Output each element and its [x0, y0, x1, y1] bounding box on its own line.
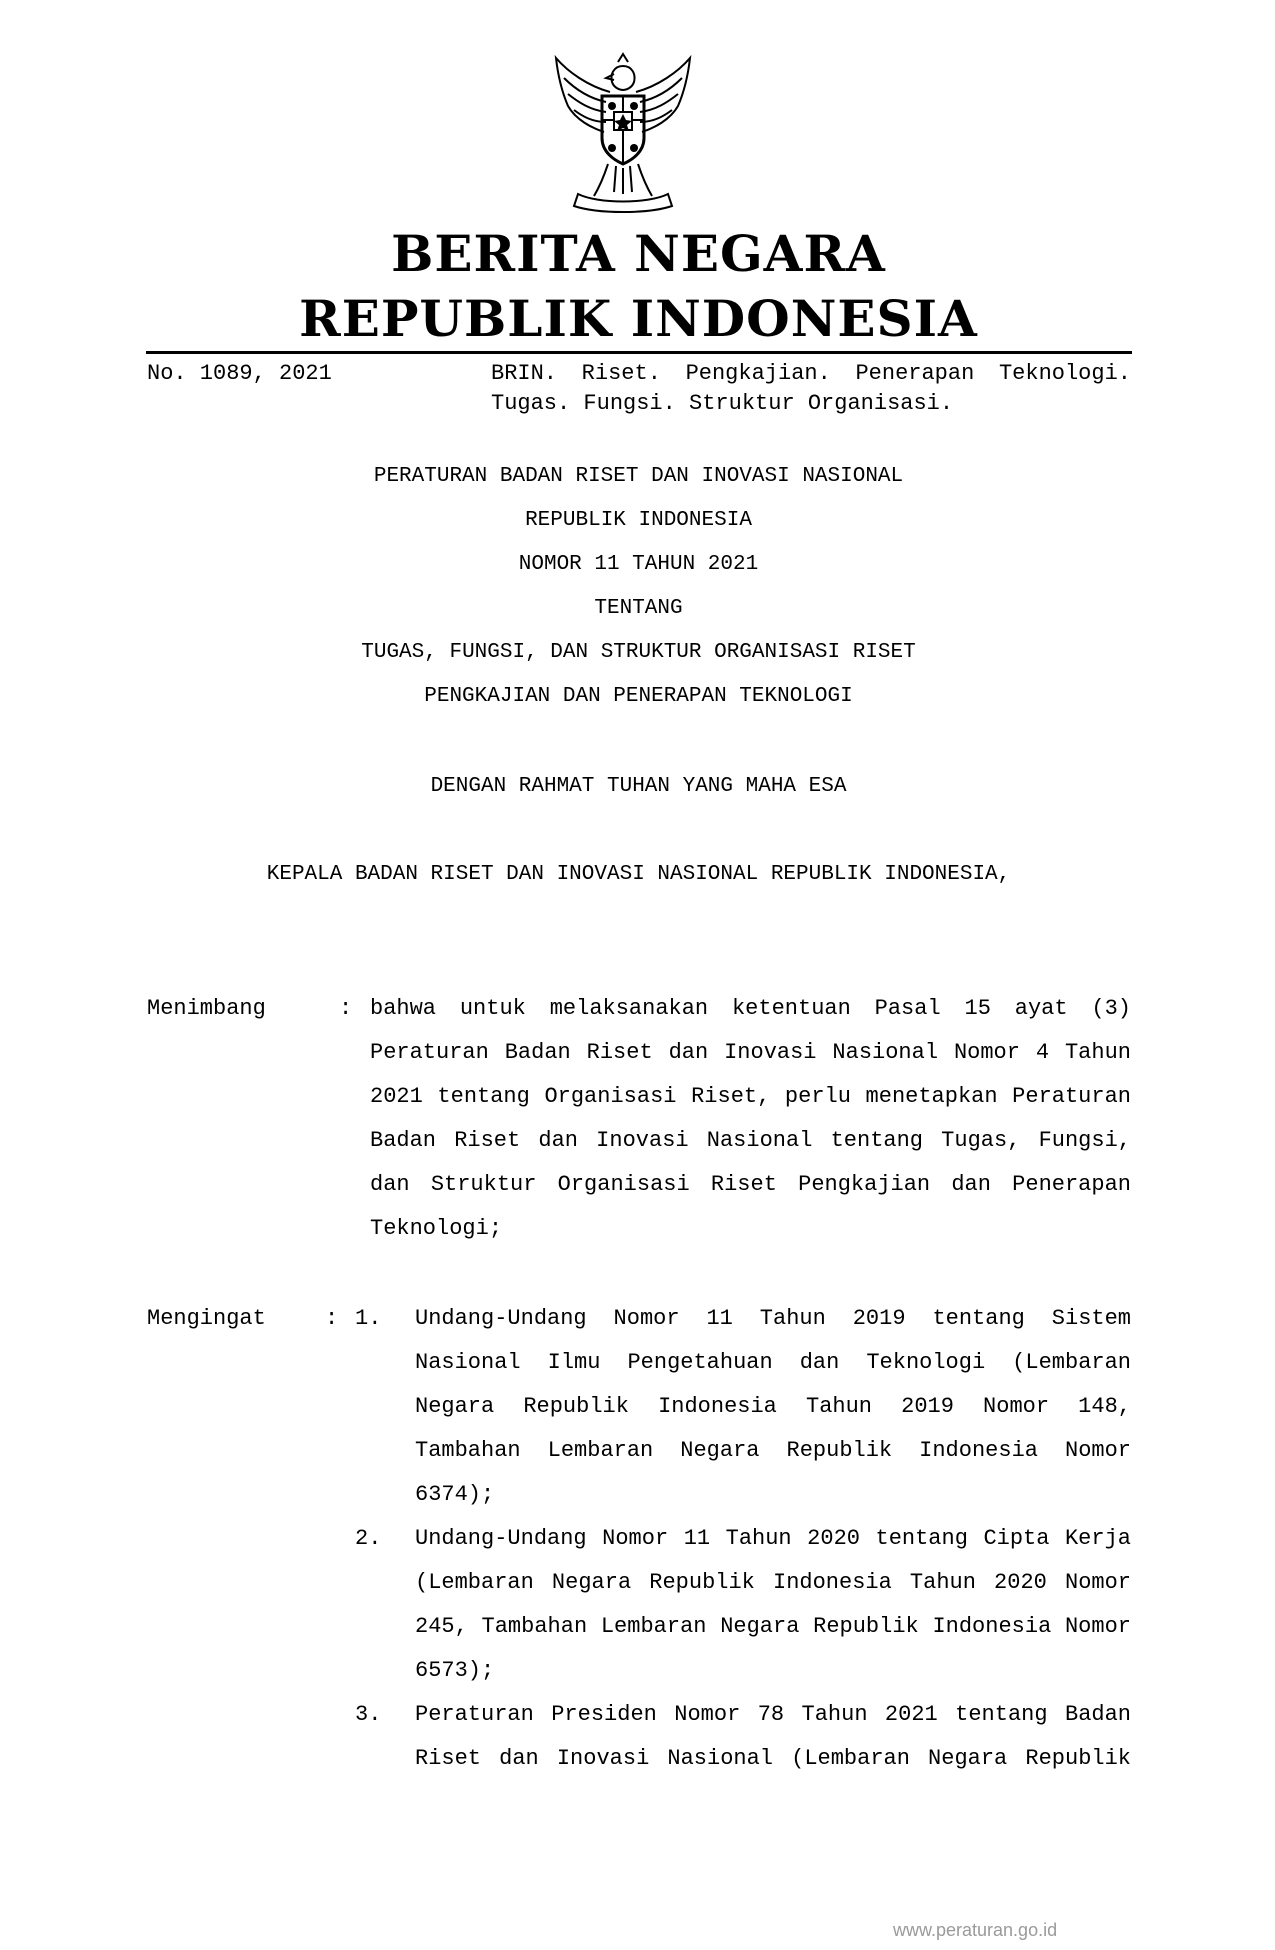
mengingat-item-text: Undang-Undang Nomor 11 Tahun 2019 tentang Sistem Nasional Ilmu Pengetahuan dan Teknologi (Lembaran Negara Republik Indonesia Tahun 2019 Nomor 148, Tambahan Lembaran Negara Republik Indonesia Nomor 6374);	[415, 1306, 1131, 1507]
authority-line: KEPALA BADAN RISET DAN INOVASI NASIONAL REPUBLIK INDONESIA,	[266, 863, 1011, 886]
blessing-line: DENGAN RAHMAT TUHAN YANG MAHA ESA	[430, 775, 847, 798]
masthead-title-line2: REPUBLIK INDONESIA	[299, 289, 978, 348]
mengingat-label: Mengingat	[147, 1306, 266, 1331]
menimbang-label: Menimbang	[147, 996, 266, 1021]
mengingat-item-number: 1.	[355, 1306, 382, 1331]
mengingat-item-number: 3.	[355, 1702, 382, 1727]
regulation-number: NOMOR 11 TAHUN 2021	[518, 553, 759, 576]
regulation-subject-line2: PENGKAJIAN DAN PENERAPAN TEKNOLOGI	[424, 685, 853, 708]
gazette-number: No. 1089, 2021	[147, 361, 332, 386]
gazette-topics-line2: Tugas. Fungsi. Struktur Organisasi.	[491, 391, 954, 416]
regulation-subject-line1: TUGAS, FUNGSI, DAN STRUKTUR ORGANISASI RISET	[361, 641, 916, 664]
masthead-divider	[146, 351, 1132, 354]
regulation-title-line1: PERATURAN BADAN RISET DAN INOVASI NASIONAL	[373, 465, 904, 488]
mengingat-item-text: Undang-Undang Nomor 11 Tahun 2020 tentang Cipta Kerja (Lembaran Negara Republik Indonesia Tahun 2020 Nomor 245, Tambahan Lembaran Negara Republik Indonesia Nomor 6573);	[415, 1526, 1131, 1683]
mengingat-colon: :	[325, 1306, 339, 1331]
footer-url: www.peraturan.go.id	[893, 1920, 1058, 1940]
regulation-title-line2: REPUBLIK INDONESIA	[525, 509, 752, 532]
mengingat-item-text: Peraturan Presiden Nomor 78 Tahun 2021 tentang Badan Riset dan Inovasi Nasional (Lembaran Negara Republik	[415, 1702, 1131, 1771]
regulation-tentang: TENTANG	[594, 597, 683, 620]
menimbang-colon: :	[339, 996, 353, 1021]
garuda-emblem-icon	[548, 52, 698, 214]
masthead-title-line1: BERITA NEGARA	[391, 224, 886, 283]
mengingat-item-number: 2.	[355, 1526, 382, 1551]
menimbang-text: bahwa untuk melaksanakan ketentuan Pasal 15 ayat (3) Peraturan Badan Riset dan Inovasi Nasional Nomor 4 Tahun 2021 tentang Organisasi Riset, perlu menetapkan Peraturan Badan Riset dan Inovasi Nasional tentang Tugas, Fungsi, dan Struktur Organisasi Riset Pengkajian dan Penerapan Teknologi;	[370, 996, 1131, 1241]
gazette-topics-line1: BRIN. Riset. Pengkajian. Penerapan Teknologi.	[491, 361, 1131, 386]
